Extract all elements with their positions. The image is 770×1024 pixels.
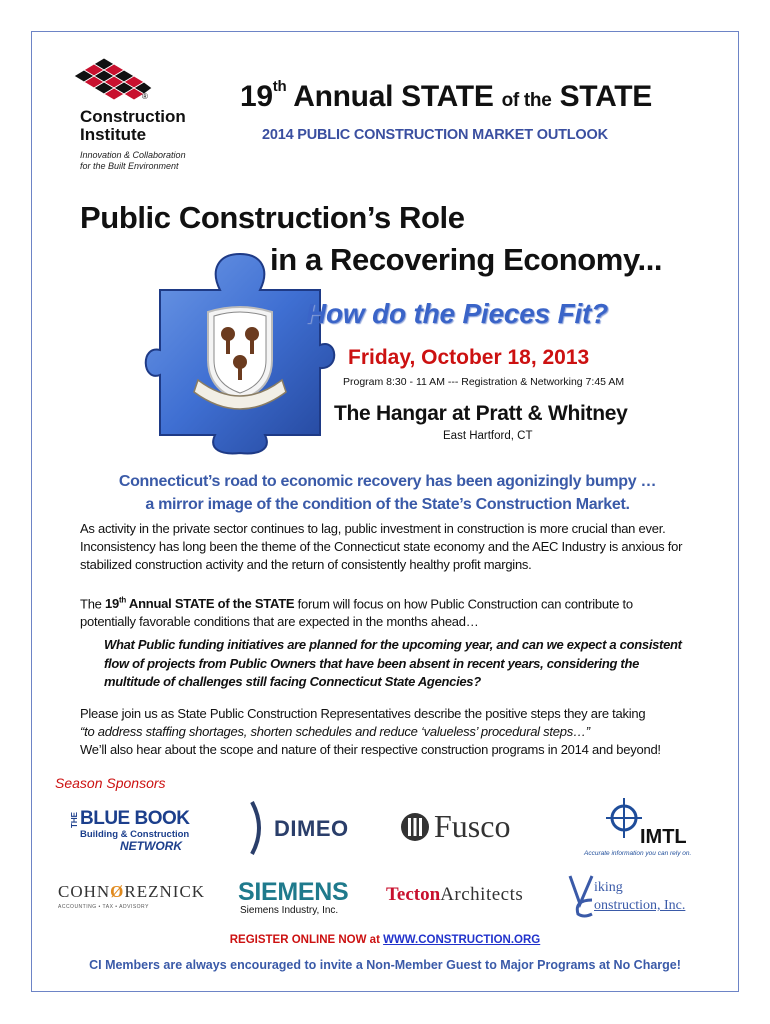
p2-suffix: th [118, 596, 127, 605]
cohnreznick-text: COHNØREZNICK [58, 882, 206, 901]
headline-line2: in a Recovering Economy... [270, 242, 663, 277]
logo-tagline-line2: for the Built Environment [80, 161, 179, 171]
logo-name-line1: Construction [80, 107, 186, 126]
body-quote: What Public funding initiatives are planned for the upcoming year, and can we expect a consistent flow of projects from Public Owners that have been absent in recent years, considering the multitude of challenges still facing Connecticut State Agencies? [104, 637, 682, 689]
p3-line1: Please join us as State Public Construction Representatives describe the positive steps they are taking [80, 706, 646, 721]
event-date: Friday, October 18, 2013 [348, 346, 590, 369]
event-subtitle: 2014 PUBLIC CONSTRUCTION MARKET OUTLOOK [262, 127, 608, 143]
construction-institute-logo-mark [74, 58, 152, 104]
siemens-subtext: Siemens Industry, Inc. [240, 905, 339, 916]
body-paragraph-3 [80, 705, 690, 759]
dimeo-mark-icon [250, 800, 266, 856]
p3-line3: We’ll also hear about the scope and nature of their respective construction programs in 2014 and beyond! [80, 742, 661, 757]
logo-tagline [80, 150, 220, 172]
siemens-logo [238, 878, 368, 918]
lede-line1: Connecticut’s road to economic recovery has been agonizingly bumpy … [118, 473, 657, 490]
lede-line2: a mirror image of the condition of the State’s Construction Market. [145, 496, 630, 513]
event-program-times: Program 8:30 - 11 AM --- Registration & Networking 7:45 AM [343, 376, 625, 388]
p2-post: forum will focus on how Public Construction can contribute to potentially favorable conditions that are expected in the months ahead… [80, 596, 633, 630]
headline-line1: Public Construction’s Role [80, 200, 465, 235]
title-ordinal: 19 [240, 80, 273, 113]
logo-name [80, 108, 186, 144]
viking-line2: onstruction, Inc. [594, 898, 686, 913]
logo-tagline-line1: Innovation & Collaboration [80, 150, 186, 160]
title-ordinal-suffix: th [272, 78, 287, 95]
cohnreznick-mark-icon: Ø [110, 882, 125, 901]
cohnreznick-tagline: ACCOUNTING • TAX • ADVISORY [58, 904, 149, 910]
p2-pre: The [80, 596, 106, 612]
bluebook-main: BLUE BOOK [80, 808, 190, 829]
imtl-text: IMTL [640, 826, 687, 848]
title-of: of the [501, 90, 552, 111]
cohnreznick-logo [58, 880, 226, 914]
p2-bold: Annual STATE of the STATE [126, 596, 295, 612]
title-part1: Annual STATE [293, 80, 494, 113]
logo-name-line2: Institute [80, 125, 147, 144]
siemens-text: SIEMENS [238, 878, 349, 906]
registered-mark: ® [142, 92, 148, 101]
members-note: CI Members are always encouraged to invite a Non-Member Guest to Major Programs at No Charge! [89, 958, 681, 972]
event-title [240, 80, 740, 114]
tecton-bold-text: Tecton [386, 884, 441, 905]
bluebook-the: THE [70, 812, 79, 828]
fusco-logo [400, 808, 540, 848]
puzzle-piece-seal-image [140, 250, 340, 455]
lede [80, 470, 695, 516]
headline-question: How do the Pieces Fit? [306, 298, 609, 329]
event-city: East Hartford, CT [443, 430, 533, 442]
imtl-crosshair-icon [606, 798, 642, 838]
viking-vc-mark-icon [568, 874, 596, 918]
bluebook-sub: Building & Construction [80, 829, 190, 840]
register-line [0, 934, 770, 946]
viking-logo [568, 874, 716, 920]
body-paragraph-1: As activity in the private sector continues to lag, public investment in construction is more crucial than ever. Inconsistency has long been the theme of the Connecticut state economy and the AEC Industry is anxious for stabilized construction activity and the return of consistently healthy profit margins. [80, 521, 683, 572]
viking-line1: iking [594, 880, 623, 895]
fusco-column-icon [400, 812, 430, 842]
event-venue: The Hangar at Pratt & Whitney [334, 402, 628, 425]
register-text: REGISTER ONLINE NOW at [229, 934, 384, 946]
tecton-light-text: Architects [440, 884, 524, 905]
p2-ordinal: 19 [105, 596, 119, 612]
fusco-text: Fusco [434, 808, 511, 844]
ct-seal [194, 307, 286, 409]
body-paragraph-2 [80, 592, 690, 631]
register-link[interactable]: WWW.CONSTRUCTION.ORG [383, 934, 541, 946]
imtl-tagline: Accurate information you can rely on. [584, 850, 692, 857]
dimeo-text: DIMEO [274, 816, 349, 841]
tecton-logo [386, 884, 556, 910]
p3-italic: “to address staffing shortages, shorten schedules and reduce ‘valueless’ procedural steps…” [80, 724, 590, 739]
sponsors-heading: Season Sponsors [55, 775, 166, 791]
title-part2: STATE [559, 80, 652, 113]
bluebook-network: NETWORK [120, 839, 182, 853]
bluebook-logo [70, 808, 202, 854]
imtl-logo [584, 798, 714, 860]
dimeo-logo [250, 800, 360, 856]
